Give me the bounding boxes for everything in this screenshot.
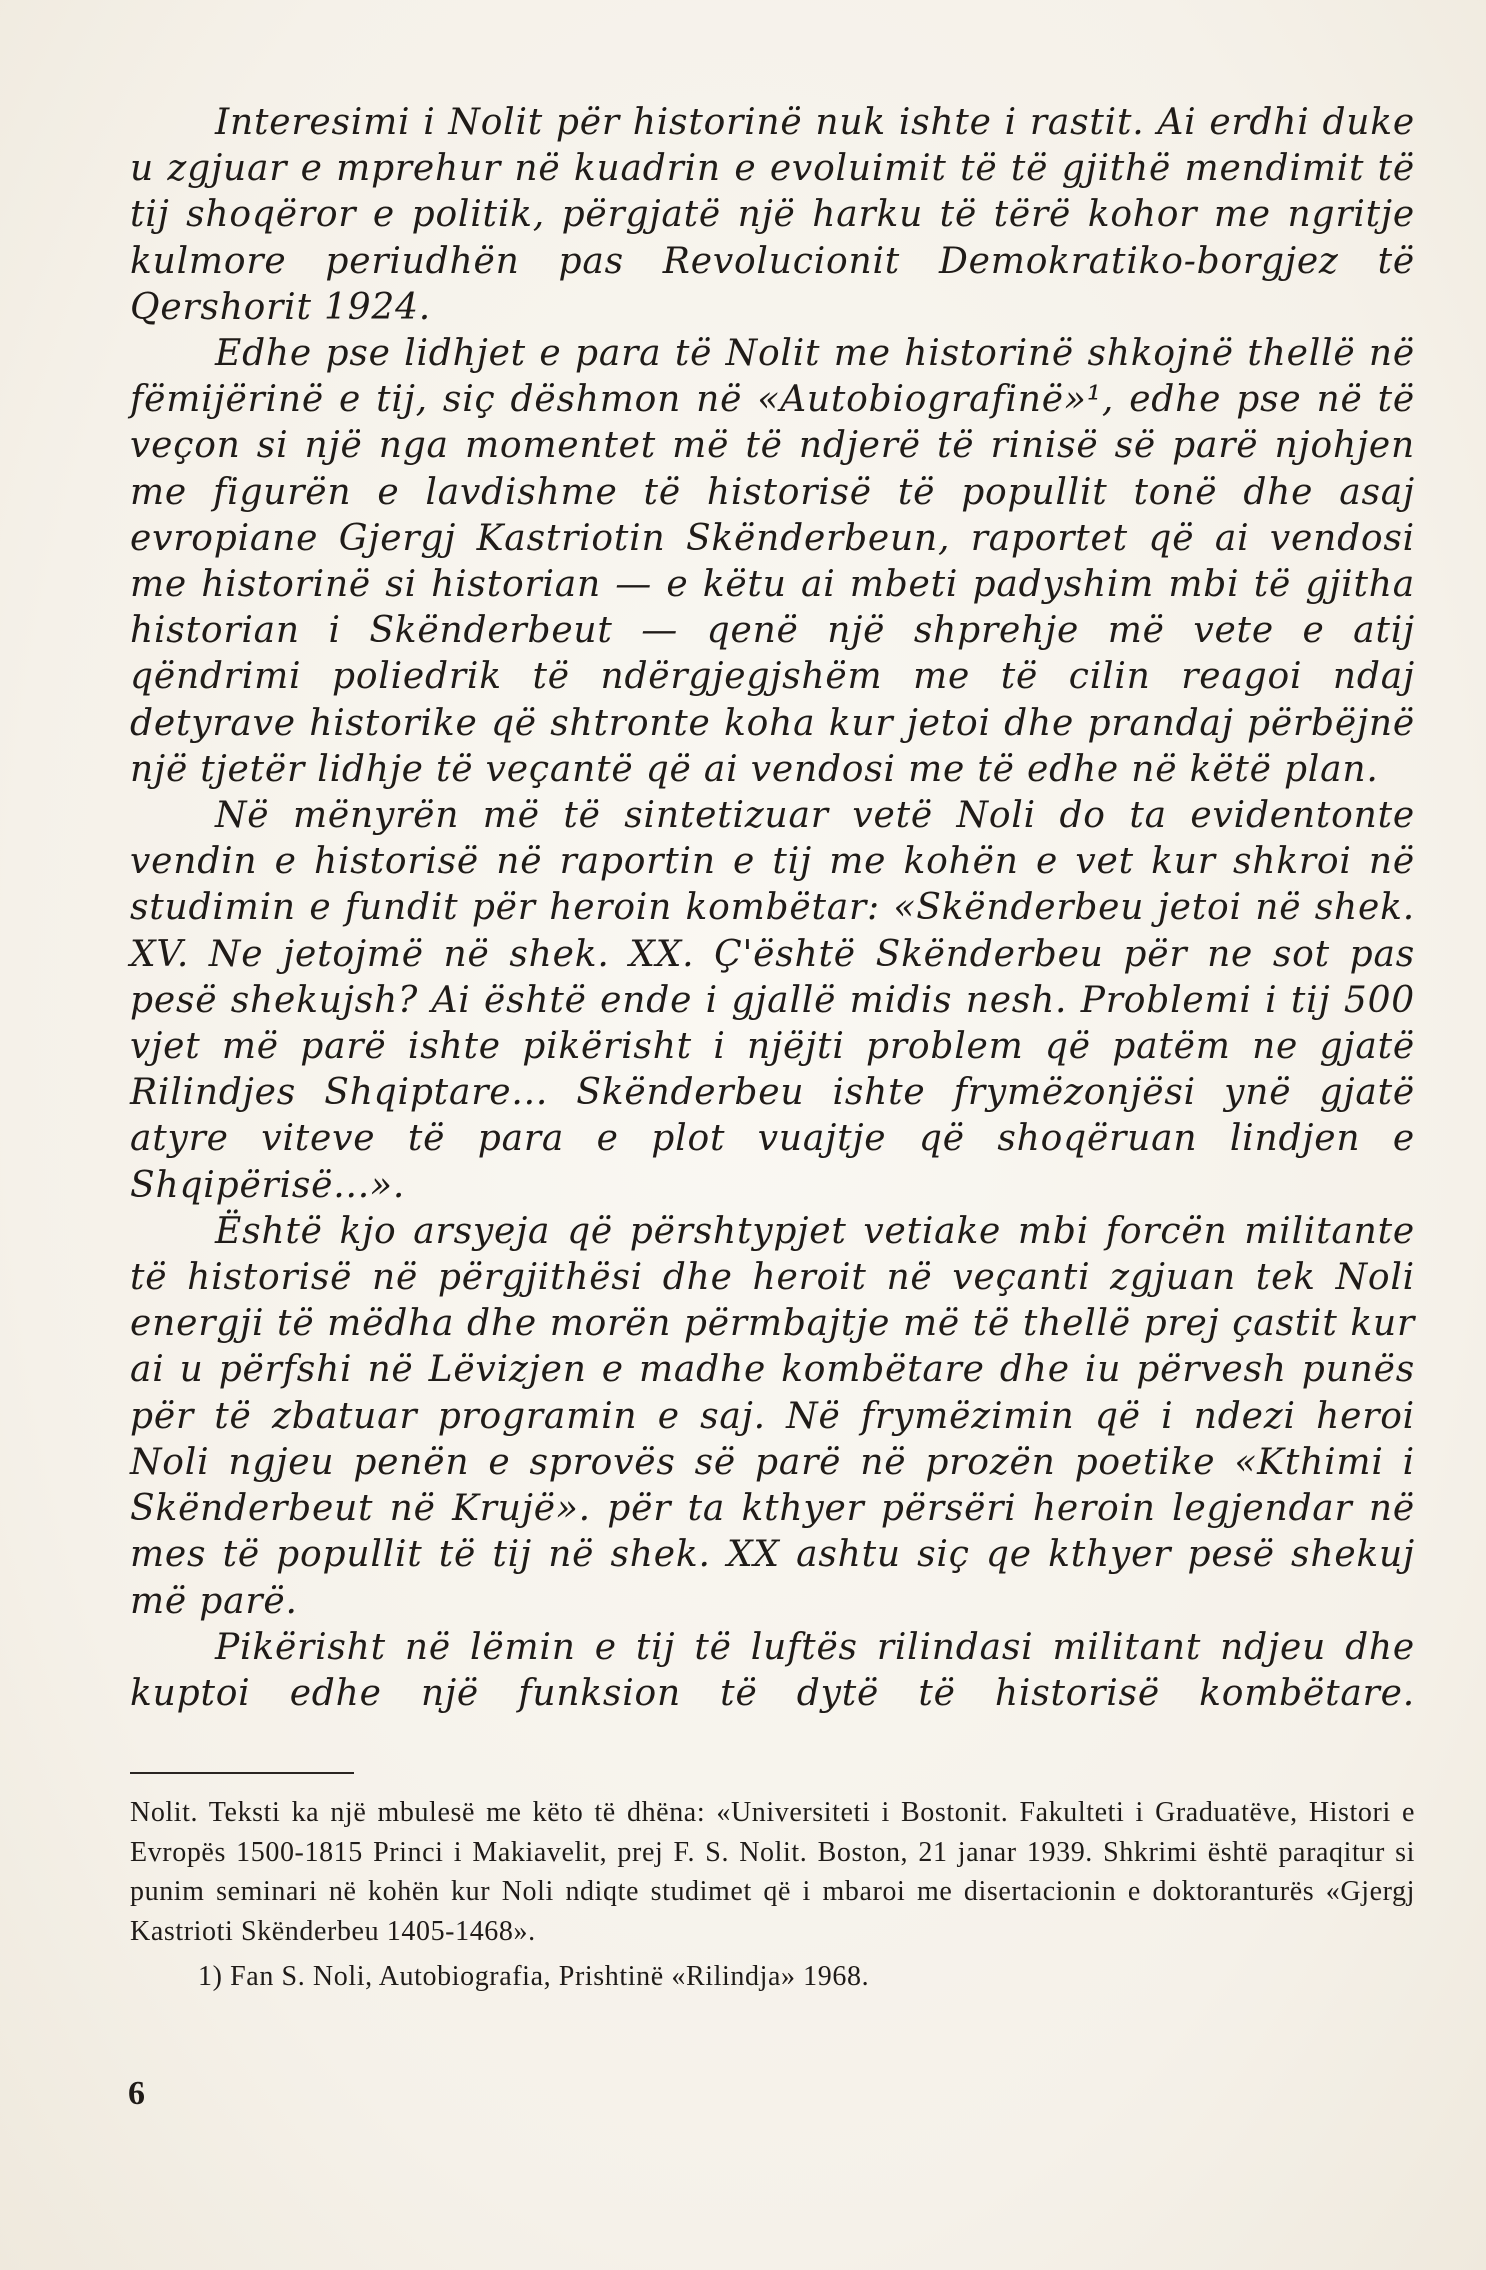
paragraph-1: Interesimi i Nolit për historinë nuk ishte i rastit. Ai erdhi duke u zgjuar e mprehur në kuadrin e evoluimit të të gjithë mendimit të tij shoqëror e politik, përgjatë një harku të tërë kohor me ngritje kulmore periudhën pas Revolucionit Demokratiko-borgjez të Qershorit 1924. (130, 102, 1415, 328)
paragraph-2: Edhe pse lidhjet e para të Nolit me historinë shkojnë thellë në fëmijërinë e tij, siç dëshmon në «Autobiografinë»¹, edhe pse në të veçon si një nga momentet më të ndjerë të rinisë së parë njohjen me figurën e lavdishme të historisë të popullit tonë dhe asaj evropiane Gjergj Kastriotin Skënderbeun, raportet që ai vendosi me historinë si historian — e këtu ai mbeti padyshim mbi të gjitha historian i Skënderbeut — qenë një shprehje më vete e atij qëndrimi poliedrik të ndërgjegjshëm me të cilin reagoi ndaj detyrave historike që shtronte koha kur jetoi dhe prandaj përbëjnë një tjetër lidhje të veçantë që ai vendosi me të edhe në këtë plan. (130, 333, 1415, 790)
paragraph-4: Është kjo arsyeja që përshtypjet vetiake mbi forcën militante të historisë në përgjithësi dhe heroit në veçanti zgjuan tek Noli energji të mëdha dhe morën përmbajtje më të thellë prej çastit kur ai u përfshi në Lëvizjen e madhe kombëtare dhe iu përvesh punës për të zbatuar programin e saj. Në frymëzimin që i ndezi heroi Noli ngjeu penën e sprovës së parë në prozën poetike «Kthimi i Skënderbeut në Krujë». për ta kthyer përsëri heroin legjendar në mes të popullit të tij në shek. XX ashtu siç qe kthyer pesë shekuj më parë. (130, 1210, 1415, 1622)
page-number: 6 (128, 2075, 145, 2112)
footnote-source-note: Nolit. Teksti ka një mbulesë me këto të dhëna: «Universiteti i Bostonit. Fakulteti i Graduatëve, Histori e Evropës 1500-1815 Princi i Makiavelit, prej F. S. Nolit. Boston, 21 janar 1939. Shkrimi është paraqitur si punim seminari në kohën kur Noli ndiqte studimet që i mbaroi me disertacionin e doktoranturës «Gjergj Kastrioti Skënderbeu 1405-1468». (130, 1797, 1415, 1947)
footnotes (130, 1793, 1415, 1997)
paragraph-3: Në mënyrën më të sintetizuar vetë Noli do ta evidentonte vendin e historisë në raportin e tij me kohën e vet kur shkroi në studimin e fundit për heroin kombëtar: «Skënderbeu jetoi në shek. XV. Ne jetojmë në shek. XX. Ç'është Skënderbeu për ne sot pas pesë shekujsh? Ai është ende i gjallë midis nesh. Problemi i tij 500 vjet më parë ishte pikërisht i njëjti problem që patëm ne gjatë Rilindjes Shqiptare... Skënderbeu ishte frymëzonjësi ynë gjatë atyre viteve të para e plot vuajtje që shoqëruan lindjen e Shqipërisë...». (130, 795, 1415, 1206)
main-text (130, 100, 1415, 1717)
footnote-1: 1) Fan S. Noli, Autobiografia, Prishtinë «Rilindja» 1968. (198, 1961, 870, 1993)
footnote-divider (130, 1772, 354, 1774)
paragraph-5: Pikërisht në lëmin e tij të luftës rilindasi militant ndjeu dhe kuptoi edhe një funksion të dytë të historisë kombëtare. (130, 1626, 1415, 1714)
